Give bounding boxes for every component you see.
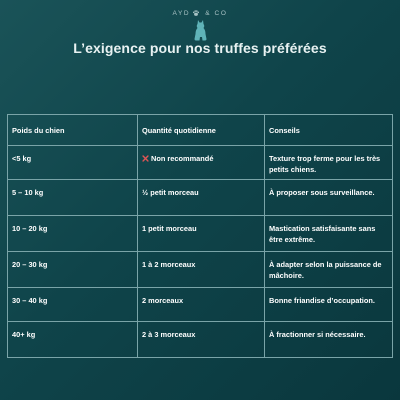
cell-quantity: ½ petit morceau: [138, 180, 265, 216]
cell-quantity: 1 à 2 morceaux: [138, 252, 265, 288]
quantity-label: Non recommandé: [151, 154, 214, 163]
cell-weight: 40+ kg: [8, 322, 138, 358]
cell-quantity: 2 à 3 morceaux: [138, 322, 265, 358]
cell-weight: 10 – 20 kg: [8, 216, 138, 252]
cell-advice: Mastication satisfaisante sans être extrême.: [265, 216, 393, 252]
dog-silhouette-icon: [191, 19, 209, 41]
cell-weight: 30 – 40 kg: [8, 288, 138, 322]
feeding-table: [7, 114, 393, 358]
cell-quantity: 2 morceaux: [138, 288, 265, 322]
brand-name-left: AYD: [172, 9, 191, 17]
cell-advice: Texture trop ferme pour les très petits chiens.: [265, 146, 393, 180]
cell-quantity: [138, 146, 265, 180]
cell-advice: À adapter selon la puissance de mâchoire.: [265, 252, 393, 288]
cell-weight: 5 – 10 kg: [8, 180, 138, 216]
table-row: [8, 180, 393, 216]
cell-weight: <5 kg: [8, 146, 138, 180]
brand-wordmark: [0, 9, 400, 17]
cell-quantity: 1 petit morceau: [138, 216, 265, 252]
column-header-weight: Poids du chien: [8, 115, 138, 146]
cell-advice: À proposer sous surveillance.: [265, 180, 393, 216]
column-header-advice: Conseils: [265, 115, 393, 146]
table-header-row: [8, 115, 393, 146]
page-title: L’exigence pour nos truffes préférées: [73, 40, 327, 56]
table-row: [8, 288, 393, 322]
brand-name-right: & CO: [205, 9, 228, 17]
cell-advice: À fractionner si nécessaire.: [265, 322, 393, 358]
paw-icon: [192, 9, 200, 17]
table-row: [8, 252, 393, 288]
cross-mark-icon: [142, 155, 149, 162]
table-row: [8, 322, 393, 358]
cell-advice: Bonne friandise d’occupation.: [265, 288, 393, 322]
column-header-quantity: Quantité quotidienne: [138, 115, 265, 146]
cell-weight: 20 – 30 kg: [8, 252, 138, 288]
table-row: [8, 216, 393, 252]
table-row: [8, 146, 393, 180]
